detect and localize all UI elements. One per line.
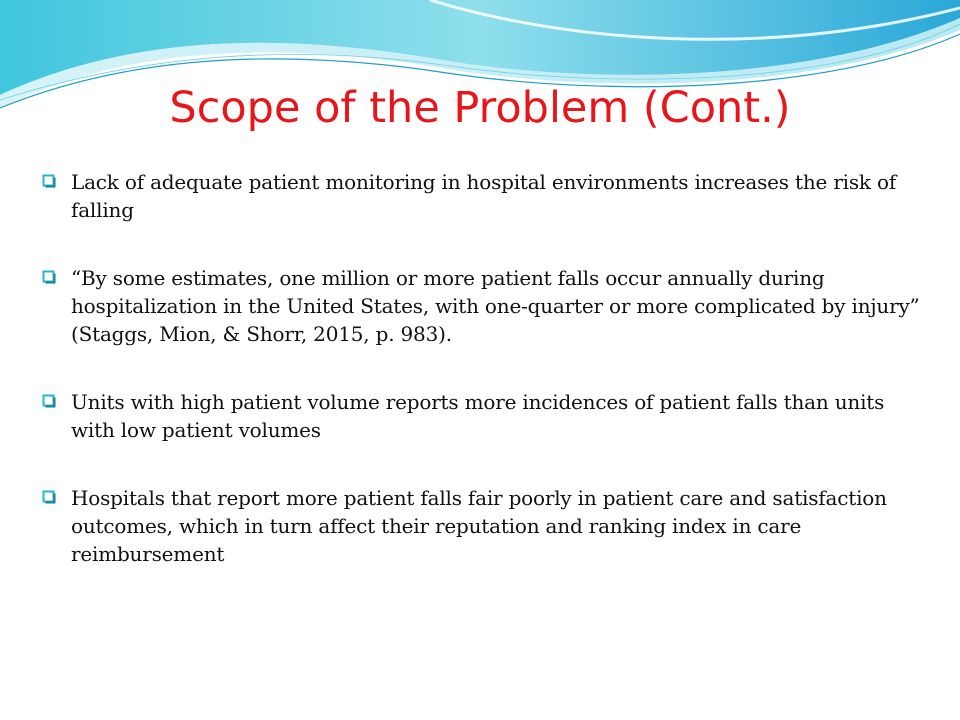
bullet-item [42, 484, 920, 568]
bullet-text: “By some estimates, one million or more patient falls occur annually during hospitalization in the United States, with one-quarter or more complicated by injury” (Staggs, Mion, & Shorr, 2015, p. 983). [71, 266, 920, 346]
bullet-text: Hospitals that report more patient falls fair poorly in patient care and satisfaction outcomes, which in turn affect their reputation and ranking index in care reimbursement [71, 486, 887, 566]
bullet-list [42, 168, 920, 608]
hollow-square-bullet-icon [42, 394, 56, 408]
bullet-item [42, 168, 920, 224]
hollow-square-bullet-icon [42, 270, 56, 284]
slide-title: Scope of the Problem (Cont.) [169, 83, 791, 133]
bullet-item [42, 388, 920, 444]
hollow-square-bullet-icon [42, 174, 56, 188]
hollow-square-bullet-icon [42, 490, 56, 504]
bullet-text: Units with high patient volume reports more incidences of patient falls than units with low patient volumes [71, 390, 885, 442]
bullet-text: Lack of adequate patient monitoring in hospital environments increases the risk of falling [71, 170, 897, 222]
bullet-item [42, 264, 920, 348]
